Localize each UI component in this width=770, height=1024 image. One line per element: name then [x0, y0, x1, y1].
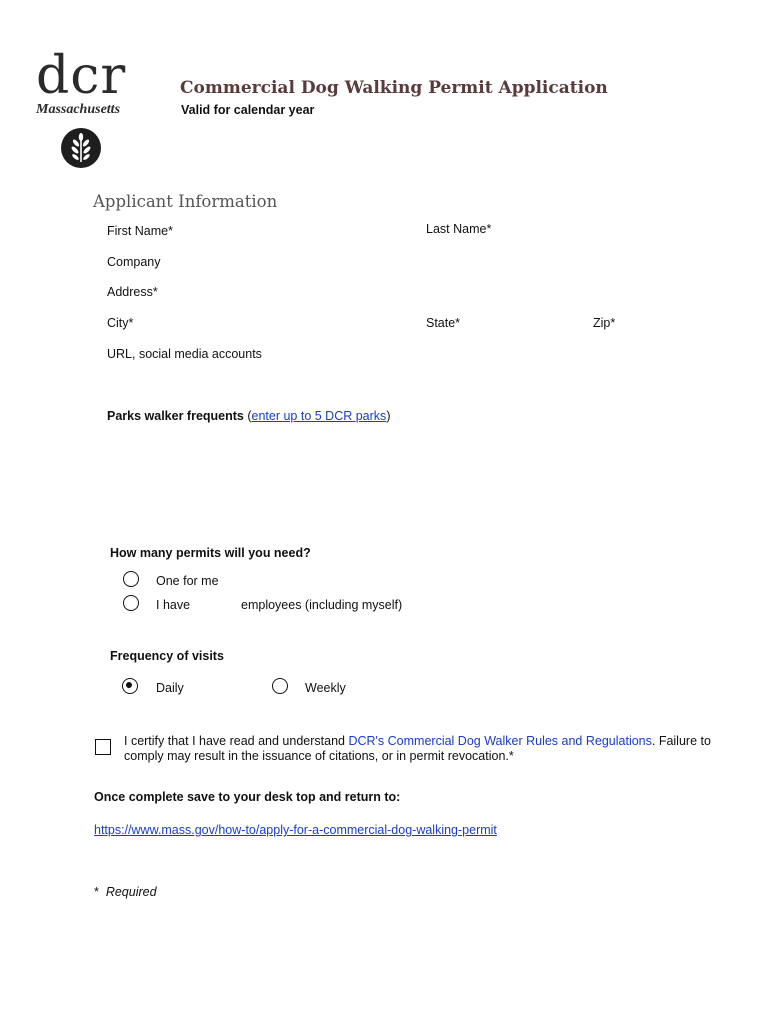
radio-employees[interactable]	[123, 595, 139, 611]
radio-daily[interactable]	[122, 678, 138, 694]
company-label: Company	[107, 255, 161, 269]
zip-label: Zip*	[593, 316, 616, 330]
last-name-label: Last Name*	[426, 222, 492, 236]
city-label: City*	[107, 316, 134, 330]
radio-weekly-label: Weekly	[305, 681, 346, 695]
return-label: Once complete save to your desk top and return to:	[94, 790, 401, 804]
parks-open-paren: (	[243, 409, 252, 423]
rules-link[interactable]: DCR's Commercial Dog Walker Rules and Regulations	[348, 734, 652, 748]
radio-weekly[interactable]	[272, 678, 288, 694]
parks-link[interactable]: enter up to 5 DCR parks	[251, 409, 387, 423]
radio-employees-label-b: employees (including myself)	[241, 598, 403, 612]
logo-subtitle: Massachusetts	[36, 102, 121, 117]
certify-text-a: I certify that I have read and understand	[124, 734, 349, 748]
section-title-applicant: Applicant Information	[93, 192, 278, 211]
first-name-label: First Name*	[107, 224, 173, 238]
page-title: Commercial Dog Walking Permit Application	[180, 78, 608, 98]
radio-one-for-me-label: One for me	[156, 574, 219, 588]
url-label: URL, social media accounts	[107, 347, 262, 361]
radio-daily-label: Daily	[156, 681, 184, 695]
return-url-link[interactable]: https://www.mass.gov/how-to/apply-for-a-commercial-dog-walking-permit	[94, 823, 497, 837]
parks-label: Parks walker frequents	[107, 409, 244, 423]
required-text: Required	[105, 885, 157, 899]
permits-question: How many permits will you need?	[110, 546, 311, 560]
radio-employees-label-a: I have	[156, 598, 191, 612]
dcr-logo: dcr	[36, 46, 127, 106]
address-label: Address*	[107, 285, 158, 299]
parks-label-row	[107, 409, 390, 423]
page-subtitle: Valid for calendar year	[181, 103, 315, 117]
required-asterisk: *	[94, 885, 99, 899]
state-label: State*	[426, 316, 461, 330]
certify-text-c: comply may result in the issuance of citations, or in permit revocation.*	[124, 749, 514, 763]
frequency-label: Frequency of visits	[110, 649, 224, 663]
certify-checkbox[interactable]	[95, 739, 111, 755]
required-note	[94, 885, 157, 899]
certify-text	[124, 734, 711, 764]
certify-text-b: . Failure to	[651, 734, 711, 748]
radio-one-for-me[interactable]	[123, 571, 139, 587]
parks-close-paren: )	[386, 409, 391, 423]
leaf-seal-icon	[60, 127, 102, 169]
